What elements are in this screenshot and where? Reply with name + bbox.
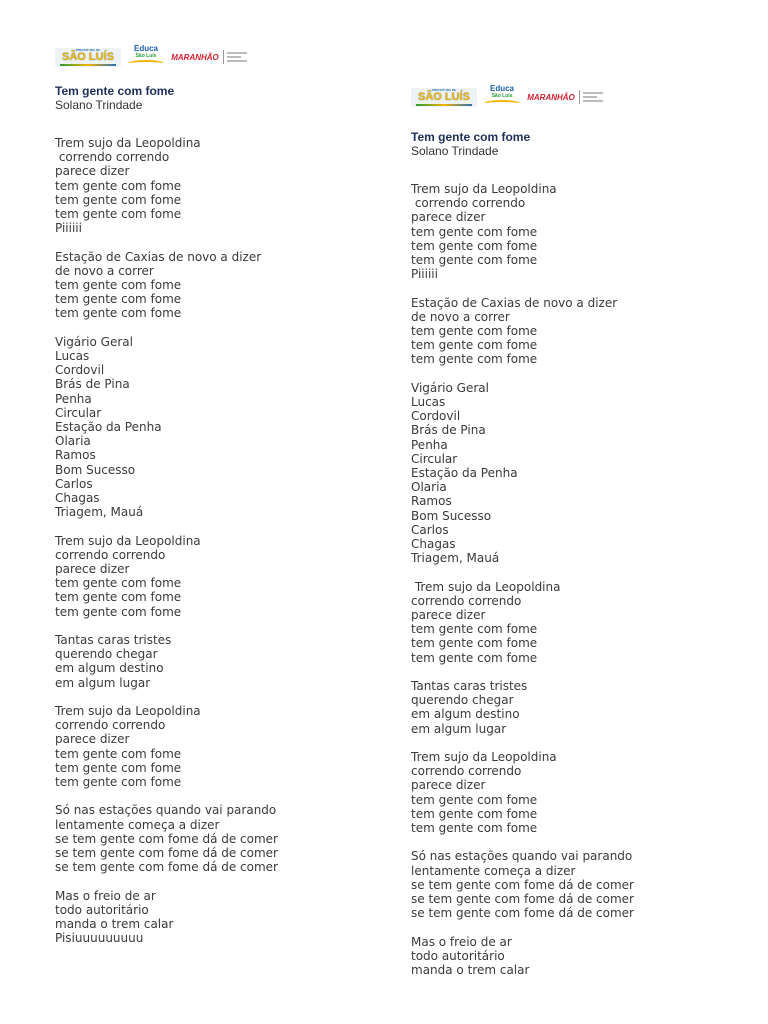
maranhao-logo-text: MARANHÃO: [171, 52, 219, 62]
seduc-logo: [579, 90, 603, 104]
poem-line: correndo correndo: [55, 718, 166, 733]
poem-line: parece dizer: [411, 608, 486, 623]
educa-logo: [481, 85, 523, 109]
poem-line: Carlos: [55, 476, 93, 491]
poem-line: Tantas caras tristes: [55, 633, 172, 648]
book-icon: [484, 100, 520, 107]
poem-line: Trem sujo da Leopoldina: [55, 704, 201, 719]
poem-line: tem gente com fome: [411, 352, 538, 367]
poem-line: Cordovil: [55, 363, 105, 378]
poem-line: Lucas: [411, 395, 446, 410]
stanza: [411, 750, 751, 835]
poem-line: correndo correndo: [411, 196, 526, 211]
poem-line: tem gente com fome: [55, 207, 182, 222]
poem-line: em algum destino: [55, 661, 164, 676]
poem-line: Mas o freio de ar: [55, 888, 156, 903]
poem-line: Trem sujo da Leopoldina: [411, 182, 557, 196]
poem-line: tem gente com fome: [411, 792, 538, 807]
sao-luis-logo-prefix: PREFEITURA DE: [431, 87, 457, 92]
poem-line: Estação de Caxias de novo a dizer: [55, 249, 262, 264]
poem-line: manda o trem calar: [55, 917, 174, 932]
educa-logo-text: Educa: [133, 44, 158, 53]
poem-line: parece dizer: [55, 562, 130, 577]
poem-line: Vigário Geral: [55, 334, 133, 349]
poem-line: Trem sujo da Leopoldina: [411, 750, 557, 765]
stanza: [55, 803, 385, 874]
educa-logo-city: São Luís: [135, 53, 157, 59]
poem-line: correndo correndo: [55, 547, 166, 562]
sao-luis-logo-prefix: PREFEITURA DE: [75, 47, 101, 52]
stanza: [411, 679, 751, 736]
poem-line: tem gente com fome: [411, 238, 538, 253]
poem-line: tem gente com fome: [411, 821, 538, 836]
poem-line: todo autoritário: [55, 902, 149, 917]
header-logos: [55, 44, 385, 70]
poem-line: lentamente começa a dizer: [411, 863, 576, 878]
poem-line: parece dizer: [411, 210, 486, 225]
poem-body: [55, 136, 385, 945]
poem-line: tem gente com fome: [411, 636, 538, 651]
poem-line: Trem sujo da Leopoldina: [55, 533, 201, 548]
poem-line: tem gente com fome: [55, 292, 182, 307]
poem-line: Ramos: [411, 494, 452, 509]
poem-line: Lucas: [55, 349, 90, 364]
stanza: [55, 534, 385, 619]
poem-line: se tem gente com fome dá de comer: [55, 846, 278, 861]
poem-line: manda o trem calar: [411, 963, 530, 978]
poem-line: Estação da Penha: [411, 466, 518, 481]
book-icon: [128, 60, 164, 67]
poem-title: Tem gente com fome: [55, 84, 175, 98]
maranhao-logo: [527, 90, 575, 105]
stanza: [55, 250, 385, 321]
stanza: [411, 849, 751, 920]
poem-line: em algum destino: [411, 707, 520, 722]
poem-line: Só nas estações quando vai parando: [411, 849, 633, 864]
poem-line: Circular: [55, 405, 102, 420]
educa-logo: [125, 45, 167, 69]
poem-line: Pisiuuuuuuuuu: [55, 931, 144, 946]
poem-line: parece dizer: [55, 732, 130, 747]
poem-line: Chagas: [55, 491, 100, 506]
poem-line: Penha: [411, 437, 448, 452]
document-page-right: [411, 84, 751, 991]
poem-line: se tem gente com fome dá de comer: [411, 906, 634, 921]
poem-line: se tem gente com fome dá de comer: [55, 831, 278, 846]
seduc-logo: [223, 50, 247, 64]
stanza: [411, 182, 751, 281]
poem-line: tem gente com fome: [411, 650, 538, 665]
poem-author: Solano Trindade: [411, 144, 499, 158]
poem-line: querendo chegar: [411, 693, 514, 708]
poem-line: todo autoritário: [411, 948, 505, 963]
poem-line: se tem gente com fome dá de comer: [411, 877, 634, 892]
poem-line: Carlos: [411, 522, 449, 537]
stanza: [55, 136, 385, 235]
poem-line: correndo correndo: [411, 593, 522, 608]
poem-line: Bom Sucesso: [411, 508, 492, 523]
stanza: [411, 580, 751, 665]
poem-line: Bom Sucesso: [55, 462, 136, 477]
poem-line: parece dizer: [411, 778, 486, 793]
poem-line: Piiiiii: [411, 267, 438, 282]
poem-line: Trem sujo da Leopoldina: [55, 136, 201, 150]
poem-author: Solano Trindade: [55, 98, 143, 112]
poem-line: tem gente com fome: [55, 576, 182, 591]
poem-line: tem gente com fome: [411, 324, 538, 339]
document-page-left: [55, 44, 385, 960]
poem-line: parece dizer: [55, 164, 130, 179]
poem-line: Brás de Pina: [411, 423, 486, 438]
stanza: [55, 704, 385, 789]
sao-luis-logo-text: SÃO LUÍS: [62, 50, 114, 63]
stanza: [411, 296, 751, 367]
sao-luis-logo-bar: [416, 104, 472, 106]
poem-line: Triagem, Mauá: [411, 551, 500, 566]
poem-line: tem gente com fome: [411, 224, 538, 239]
poem-line: tem gente com fome: [411, 253, 538, 268]
poem-line: Piiiiii: [55, 221, 82, 236]
poem-line: Tantas caras tristes: [411, 679, 528, 694]
poem-line: tem gente com fome: [55, 178, 182, 193]
poem-line: tem gente com fome: [55, 590, 182, 605]
poem-body: [411, 182, 751, 977]
poem-line: se tem gente com fome dá de comer: [55, 860, 278, 875]
poem-line: Triagem, Mauá: [55, 505, 144, 520]
sao-luis-logo: [55, 48, 121, 67]
poem-line: Brás de Pina: [55, 377, 130, 392]
educa-logo-city: São Luís: [491, 93, 513, 99]
poem-line: tem gente com fome: [55, 306, 182, 321]
poem-line: Circular: [411, 451, 458, 466]
sao-luis-logo-bar: [60, 64, 116, 66]
poem-line: de novo a correr: [55, 263, 154, 278]
poem-line: querendo chegar: [55, 647, 158, 662]
poem-line: Mas o freio de ar: [411, 934, 512, 949]
sao-luis-logo-text: SÃO LUÍS: [418, 90, 470, 103]
poem-line: correndo correndo: [55, 150, 170, 165]
poem-line: tem gente com fome: [411, 622, 538, 637]
poem-line: Chagas: [411, 537, 456, 552]
poem-line: Estação da Penha: [55, 420, 162, 435]
poem-line: Olaria: [55, 434, 91, 449]
stanza: [411, 381, 751, 566]
poem-line: se tem gente com fome dá de comer: [411, 892, 634, 907]
poem-line: tem gente com fome: [55, 746, 182, 761]
poem-line: tem gente com fome: [411, 338, 538, 353]
poem-title: Tem gente com fome: [411, 130, 531, 144]
sao-luis-logo: [411, 88, 477, 107]
poem-line: Cordovil: [411, 409, 461, 424]
poem-line: tem gente com fome: [55, 604, 182, 619]
poem-line: correndo correndo: [411, 764, 522, 779]
poem-line: tem gente com fome: [411, 806, 538, 821]
poem-line: tem gente com fome: [55, 278, 182, 293]
poem-line: Trem sujo da Leopoldina: [411, 579, 561, 594]
stanza: [55, 633, 385, 690]
poem-line: tem gente com fome: [55, 760, 182, 775]
poem-line: em algum lugar: [55, 675, 151, 690]
poem-line: em algum lugar: [411, 721, 507, 736]
maranhao-logo: [171, 50, 219, 65]
poem-line: Vigário Geral: [411, 380, 489, 395]
poem-line: de novo a correr: [411, 309, 510, 324]
stanza: [411, 935, 751, 978]
poem-line: Estação de Caxias de novo a dizer: [411, 295, 618, 310]
poem-line: Só nas estações quando vai parando: [55, 803, 277, 818]
poem-line: Ramos: [55, 448, 96, 463]
stanza: [55, 335, 385, 520]
poem-line: lentamente começa a dizer: [55, 817, 220, 832]
stanza: [55, 889, 385, 946]
poem-line: Penha: [55, 391, 92, 406]
header-logos: [411, 84, 751, 110]
poem-line: Olaria: [411, 480, 447, 495]
maranhao-logo-text: MARANHÃO: [527, 92, 575, 102]
educa-logo-text: Educa: [489, 84, 514, 93]
poem-line: tem gente com fome: [55, 192, 182, 207]
poem-line: tem gente com fome: [55, 775, 182, 790]
